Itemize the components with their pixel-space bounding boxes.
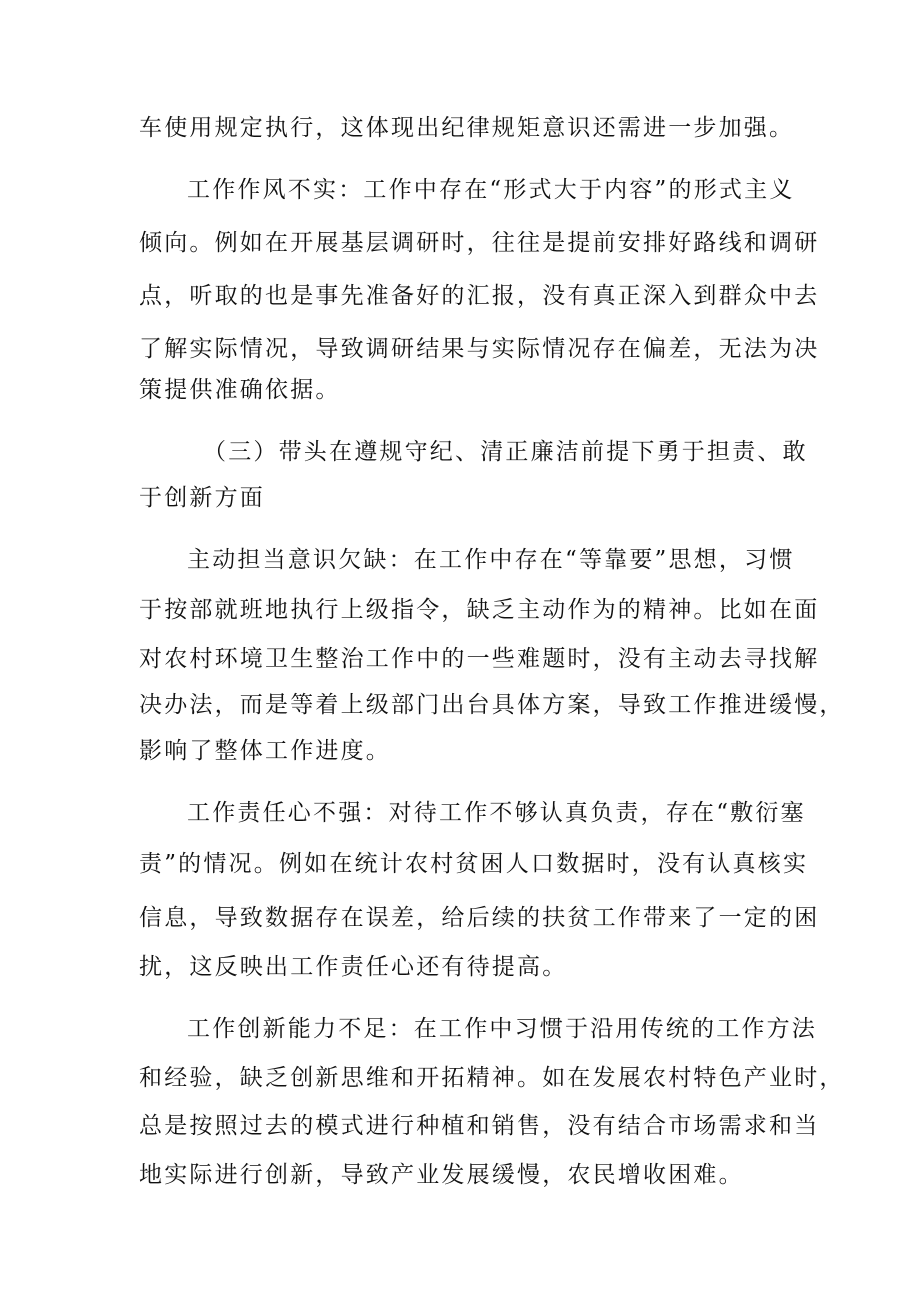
text-line: 影响了整体工作进度。 [139,738,391,764]
text-line: 于按部就班地执行上级指令，缺乏主动作为的精神。比如在面 [139,597,820,623]
text-line: 倾向。例如在开展基层调研时，往往是提前安排好路线和调研 [139,230,820,256]
text-line: 决办法，而是等着上级部门出台具体方案，导致工作推进缓慢， [139,692,845,718]
text-line: 扰，这反映出工作责任心还有待提高。 [139,954,568,980]
heading-line: （三）带头在遵规守纪、清正廉洁前提下勇于担责、敢 [203,439,808,465]
heading-line: 于创新方面 [139,485,265,511]
text-line: 车使用规定执行，这体现出纪律规矩意识还需进一步加强。 [139,115,795,141]
text-line: 和经验，缺乏创新思维和开拓精神。如在发展农村特色产业时， [139,1065,845,1091]
text-line: 策提供准确依据。 [139,377,341,403]
text-line: 对农村环境卫生整治工作中的一些难题时，没有主动去寻找解 [139,646,820,672]
text-line: 主动担当意识欠缺：在工作中存在“等靠要”思想，习惯 [187,547,795,573]
text-line: 工作创新能力不足：在工作中习惯于沿用传统的工作方法 [187,1016,817,1042]
text-line: 信息，导致数据存在误差，给后续的扶贫工作带来了一定的困 [139,905,820,931]
text-line: 地实际进行创新，导致产业发展缓慢，农民增收困难。 [139,1162,744,1188]
text-line: 点，听取的也是事先准备好的汇报，没有真正深入到群众中去 [139,283,820,309]
text-line: 了解实际情况，导致调研结果与实际情况存在偏差，无法为决 [139,336,820,362]
text-line: 总是按照过去的模式进行种植和销售，没有结合市场需求和当 [139,1113,820,1139]
text-line: 工作责任心不强：对待工作不够认真负责，存在“敷衍塞 [187,800,806,826]
text-line: 责”的情况。例如在统计农村贫困人口数据时，没有认真核实 [139,851,809,877]
text-line: 工作作风不实：工作中存在“形式大于内容”的形式主义 [187,177,795,203]
